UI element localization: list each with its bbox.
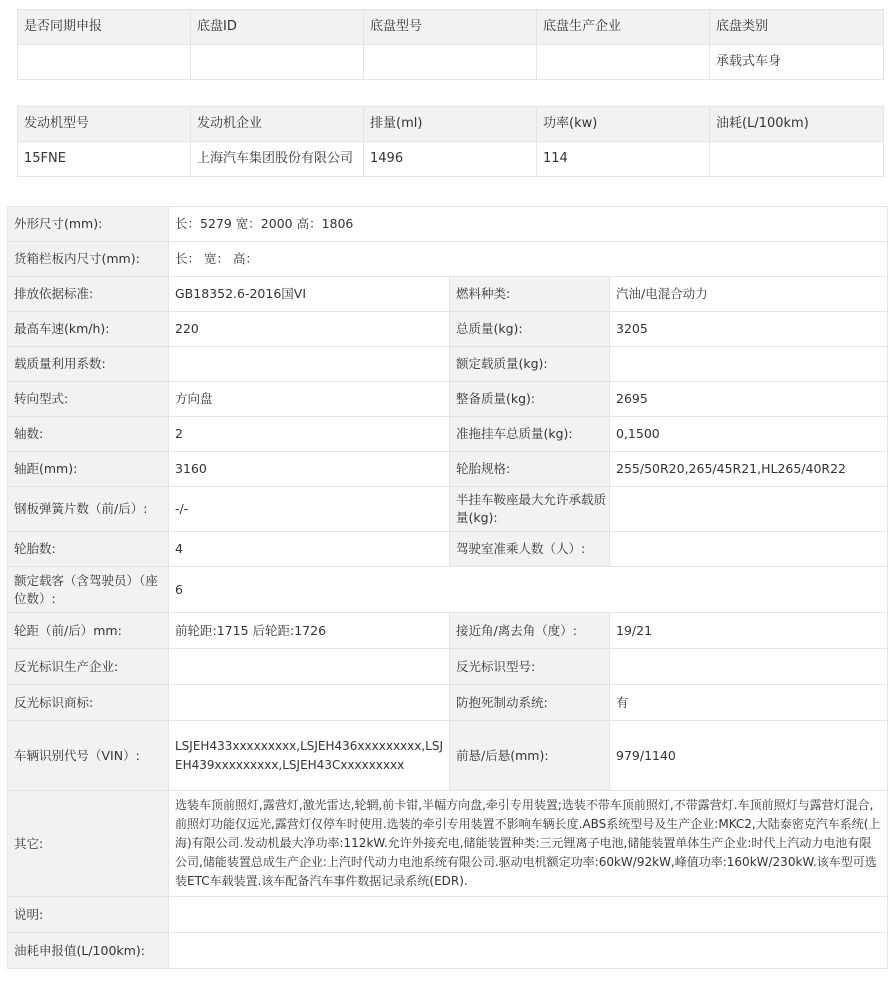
- spec-value-reflector-brand: [169, 685, 450, 721]
- spec-value-angle: 19/21: [610, 613, 888, 649]
- engine-value-row: [18, 142, 884, 177]
- spec-label-note: 说明:: [8, 897, 169, 933]
- spec-value-total-mass: 3205: [610, 312, 888, 347]
- spec-label-emission: 排放依据标准:: [8, 277, 169, 312]
- spec-row-other: [8, 791, 888, 897]
- spec-value-reflector-model: [610, 649, 888, 685]
- spec-value-fuel-report: [169, 933, 888, 969]
- spec-label-passengers: 额定载客（含驾驶员）（座位数）:: [8, 567, 169, 613]
- chassis-header-category: 底盘类别: [710, 10, 884, 45]
- spec-label-fuel: 燃料种类:: [450, 277, 610, 312]
- spec-row-passengers: [8, 567, 888, 613]
- spec-row-fuel-report: [8, 933, 888, 969]
- chassis-header-model: 底盘型号: [364, 10, 537, 45]
- spec-value-tires: 4: [169, 532, 450, 567]
- spec-label-cab: 驾驶室准乘人数（人）:: [450, 532, 610, 567]
- spec-value-overhang: 979/1140: [610, 721, 888, 791]
- engine-table: [17, 106, 884, 177]
- spec-value-emission: GB18352.6-2016国VI: [169, 277, 450, 312]
- spec-value-tire-spec: 255/50R20,265/45R21,HL265/40R22: [610, 452, 888, 487]
- engine-value-maker: 上海汽车集团股份有限公司: [191, 142, 364, 177]
- spec-label-track: 轮距（前/后）mm:: [8, 613, 169, 649]
- spec-value-track: 前轮距:1715 后轮距:1726: [169, 613, 450, 649]
- spec-value-max-speed: 220: [169, 312, 450, 347]
- spec-row-cargo: [8, 242, 888, 277]
- spec-value-steering: 方向盘: [169, 382, 450, 417]
- spec-value-vin: LSJEH433xxxxxxxxx,LSJEH436xxxxxxxxx,LSJEH439xxxxxxxxx,LSJEH43Cxxxxxxxxx: [169, 721, 450, 791]
- spec-row-vin: [8, 721, 888, 791]
- spec-label-saddle: 半挂车鞍座最大允许承载质量(kg):: [450, 487, 610, 532]
- engine-header-model: 发动机型号: [18, 107, 191, 142]
- spec-value-passengers: 6: [169, 567, 888, 613]
- spec-row-track: [8, 613, 888, 649]
- spec-label-reflector-model: 反光标识型号:: [450, 649, 610, 685]
- spec-row-tires: [8, 532, 888, 567]
- chassis-table: [17, 9, 884, 80]
- chassis-header-maker: 底盘生产企业: [537, 10, 710, 45]
- spec-row-note: [8, 897, 888, 933]
- spec-label-angle: 接近角/离去角（度）:: [450, 613, 610, 649]
- spec-row-spring: [8, 487, 888, 532]
- spec-row-steering: [8, 382, 888, 417]
- spec-label-reflector-maker: 反光标识生产企业:: [8, 649, 169, 685]
- spec-value-cab: [610, 532, 888, 567]
- spec-value-reflector-maker: [169, 649, 450, 685]
- spec-label-wheelbase: 轴距(mm):: [8, 452, 169, 487]
- spec-label-trailer: 准拖挂车总质量(kg):: [450, 417, 610, 452]
- spec-label-abs: 防抱死制动系统:: [450, 685, 610, 721]
- spec-value-wheelbase: 3160: [169, 452, 450, 487]
- spec-label-cargo: 货箱栏板内尺寸(mm):: [8, 242, 169, 277]
- chassis-header-sync: 是否同期申报: [18, 10, 191, 45]
- spec-row-emission: [8, 277, 888, 312]
- specs-table: [7, 206, 888, 969]
- spec-label-other: 其它:: [8, 791, 169, 897]
- spec-value-rated-load: [610, 347, 888, 382]
- engine-value-fuel: [710, 142, 884, 177]
- spec-value-trailer: 0,1500: [610, 417, 888, 452]
- spec-value-abs: 有: [610, 685, 888, 721]
- spec-label-tires: 轮胎数:: [8, 532, 169, 567]
- chassis-header-row: [18, 10, 884, 45]
- spec-label-steering: 转向型式:: [8, 382, 169, 417]
- spec-value-load-util: [169, 347, 450, 382]
- spec-value-curb-mass: 2695: [610, 382, 888, 417]
- engine-header-row: [18, 107, 884, 142]
- spec-row-reflector-maker: [8, 649, 888, 685]
- spec-label-load-util: 载质量利用系数:: [8, 347, 169, 382]
- chassis-value-id: [191, 45, 364, 80]
- spec-value-cargo: 长： 宽： 高：: [169, 242, 888, 277]
- spec-value-fuel: 汽油/电混合动力: [610, 277, 888, 312]
- spec-value-axles: 2: [169, 417, 450, 452]
- spec-row-speed: [8, 312, 888, 347]
- engine-header-maker: 发动机企业: [191, 107, 364, 142]
- spec-label-dimensions: 外形尺寸(mm):: [8, 207, 169, 242]
- engine-value-power: 114: [537, 142, 710, 177]
- spec-value-saddle: [610, 487, 888, 532]
- engine-value-model: 15FNE: [18, 142, 191, 177]
- spec-value-note: [169, 897, 888, 933]
- chassis-value-row: [18, 45, 884, 80]
- spec-label-reflector-brand: 反光标识商标:: [8, 685, 169, 721]
- spec-label-vin: 车辆识别代号（VIN）:: [8, 721, 169, 791]
- spec-row-reflector-brand: [8, 685, 888, 721]
- spec-label-spring: 钢板弹簧片数（前/后）:: [8, 487, 169, 532]
- spec-value-dimensions: 长：5279 宽：2000 高：1806: [169, 207, 888, 242]
- engine-header-fuel: 油耗(L/100km): [710, 107, 884, 142]
- spec-label-rated-load: 额定载质量(kg):: [450, 347, 610, 382]
- spec-label-max-speed: 最高车速(km/h):: [8, 312, 169, 347]
- spec-value-other: 选装车顶前照灯,露营灯,激光雷达,轮辋,前卡钳,半幅方向盘,牵引专用装置;选装不带车顶前照灯,不带露营灯.车顶前照灯与露营灯混合,前照灯功能仅远光,露营灯仅停车时使用.选装的牵引专用装置不影响车辆长度.ABS系统型号及生产企业:MKC2,大陆泰密克汽车系统(上海)有限公司.发动机最大净功率:112kW.允许外接充电,储能装置种类:三元锂离子电池,储能装置单体生产企业:时代上汽动力电池有限公司,储能装置总成生产企业:上汽时代动力电池系统有限公司.驱动电机额定功率:60kW/92kW,峰值功率:160kW/230kW.该车型可选装ETC车载装置.该车配备汽车事件数据记录系统(EDR).: [169, 791, 888, 897]
- chassis-value-sync: [18, 45, 191, 80]
- chassis-value-model: [364, 45, 537, 80]
- spec-row-axles: [8, 417, 888, 452]
- spec-value-spring: -/-: [169, 487, 450, 532]
- chassis-value-category: 承载式车身: [710, 45, 884, 80]
- spec-label-axles: 轴数:: [8, 417, 169, 452]
- spec-row-dimensions: [8, 207, 888, 242]
- spec-label-curb-mass: 整备质量(kg):: [450, 382, 610, 417]
- engine-value-displacement: 1496: [364, 142, 537, 177]
- engine-header-displacement: 排量(ml): [364, 107, 537, 142]
- spec-label-tire-spec: 轮胎规格:: [450, 452, 610, 487]
- chassis-header-id: 底盘ID: [191, 10, 364, 45]
- spec-label-overhang: 前悬/后悬(mm):: [450, 721, 610, 791]
- spec-row-load: [8, 347, 888, 382]
- chassis-value-maker: [537, 45, 710, 80]
- spec-label-total-mass: 总质量(kg):: [450, 312, 610, 347]
- engine-header-power: 功率(kw): [537, 107, 710, 142]
- spec-label-fuel-report: 油耗申报值(L/100km):: [8, 933, 169, 969]
- spec-row-wheelbase: [8, 452, 888, 487]
